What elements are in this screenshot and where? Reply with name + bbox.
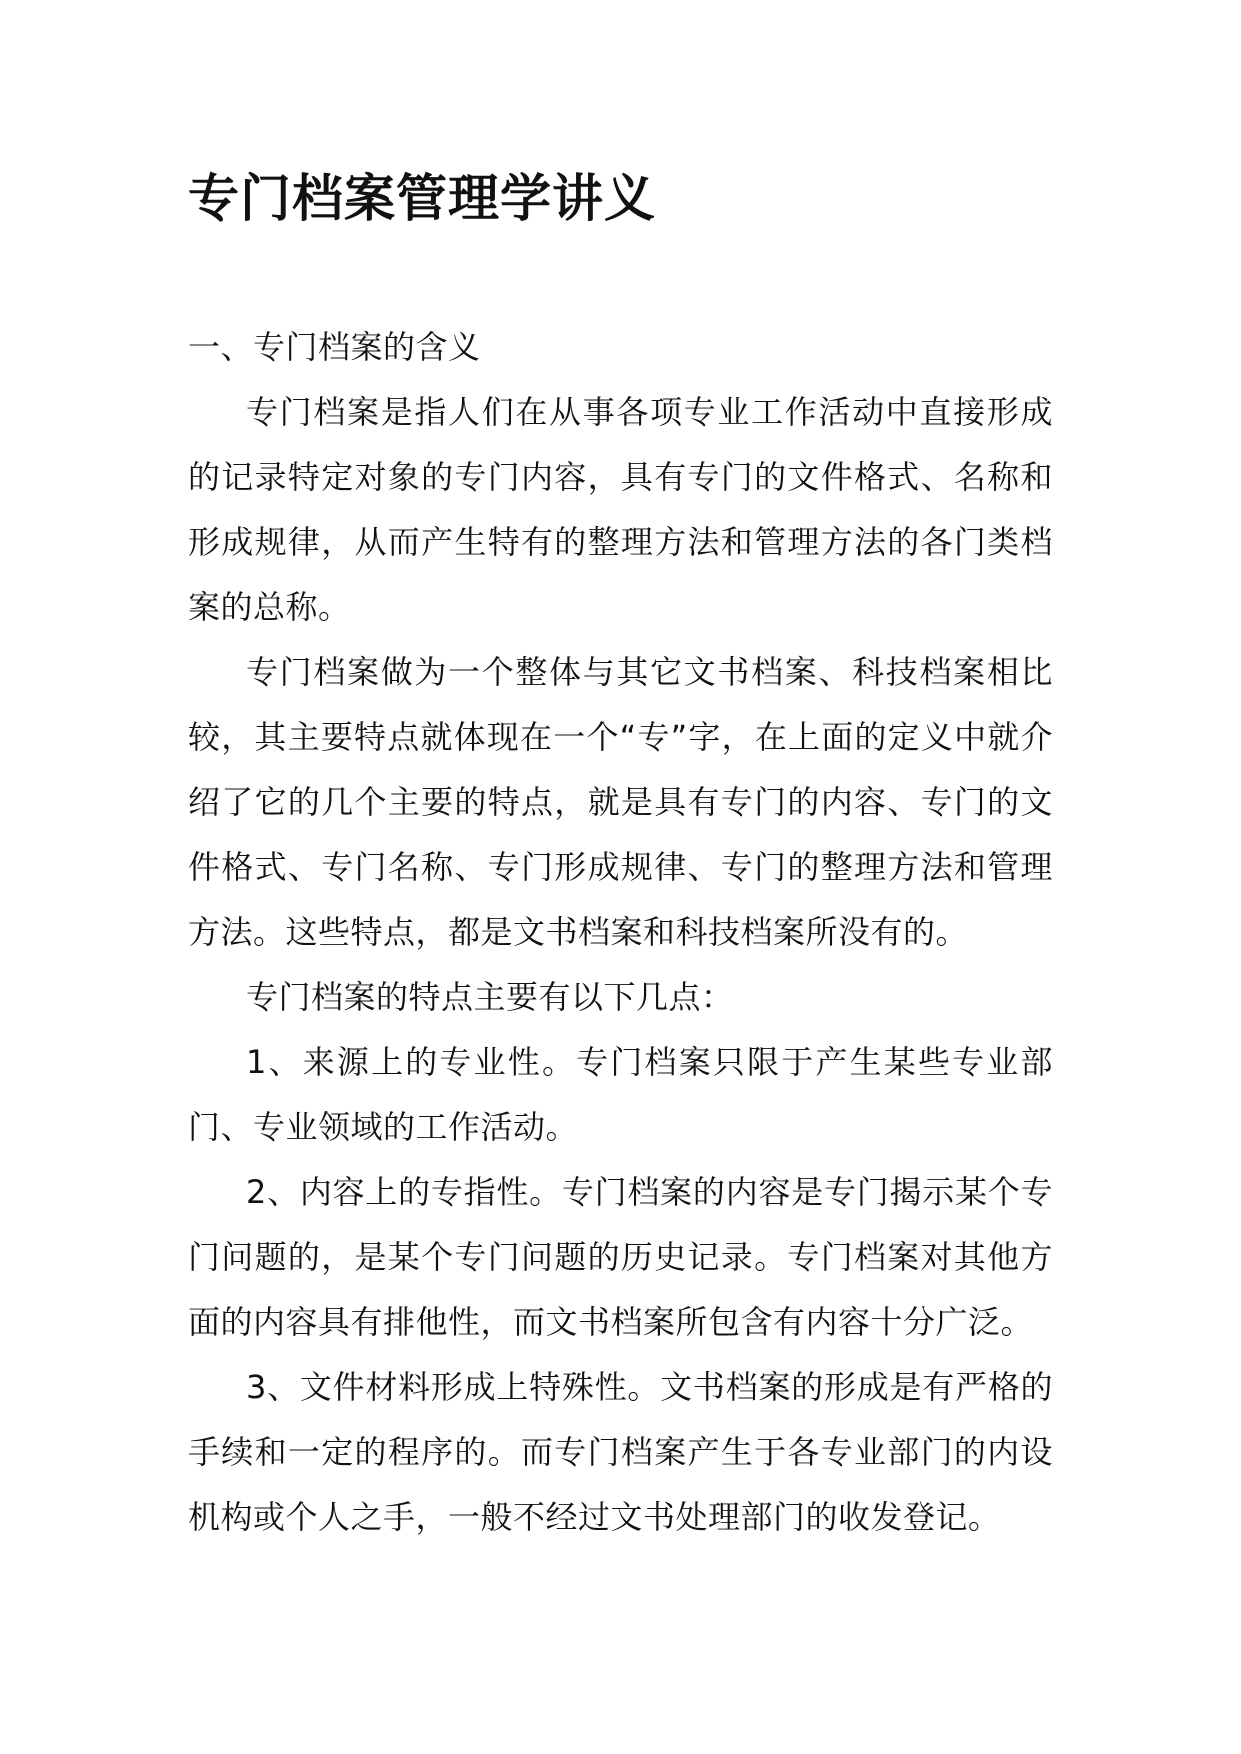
paragraph-definition: 专门档案是指人们在从事各项专业工作活动中直接形成的记录特定对象的专门内容，具有专门的文件格式、名称和形成规律，从而产生特有的整理方法和管理方法的各门类档案的总称。	[188, 393, 1053, 626]
list-item-feature-3: 3、文件材料形成上特殊性。文书档案的形成是有严格的手续和一定的程序的。而专门档案产生于各专业部门的内设机构或个人之手，一般不经过文书处理部门的收发登记。	[188, 1368, 1053, 1536]
list-item-feature-2: 2、内容上的专指性。专门档案的内容是专门揭示某个专门问题的，是某个专门问题的历史记录。专门档案对其他方面的内容具有排他性，而文书档案所包含有内容十分广泛。	[188, 1173, 1053, 1341]
paragraph-comparison: 专门档案做为一个整体与其它文书档案、科技档案相比较，其主要特点就体现在一个“专”字，在上面的定义中就介绍了它的几个主要的特点，就是具有专门的内容、专门的文件格式、专门名称、专门形成规律、专门的整理方法和管理方法。这些特点，都是文书档案和科技档案所没有的。	[188, 653, 1053, 951]
list-item-feature-1: 1、来源上的专业性。专门档案只限于产生某些专业部门、专业领域的工作活动。	[188, 1043, 1053, 1146]
paragraph-features-intro: 专门档案的特点主要有以下几点：	[246, 978, 734, 1016]
document-title: 专门档案管理学讲义	[188, 170, 657, 229]
section-heading: 一、专门档案的含义	[188, 328, 481, 366]
